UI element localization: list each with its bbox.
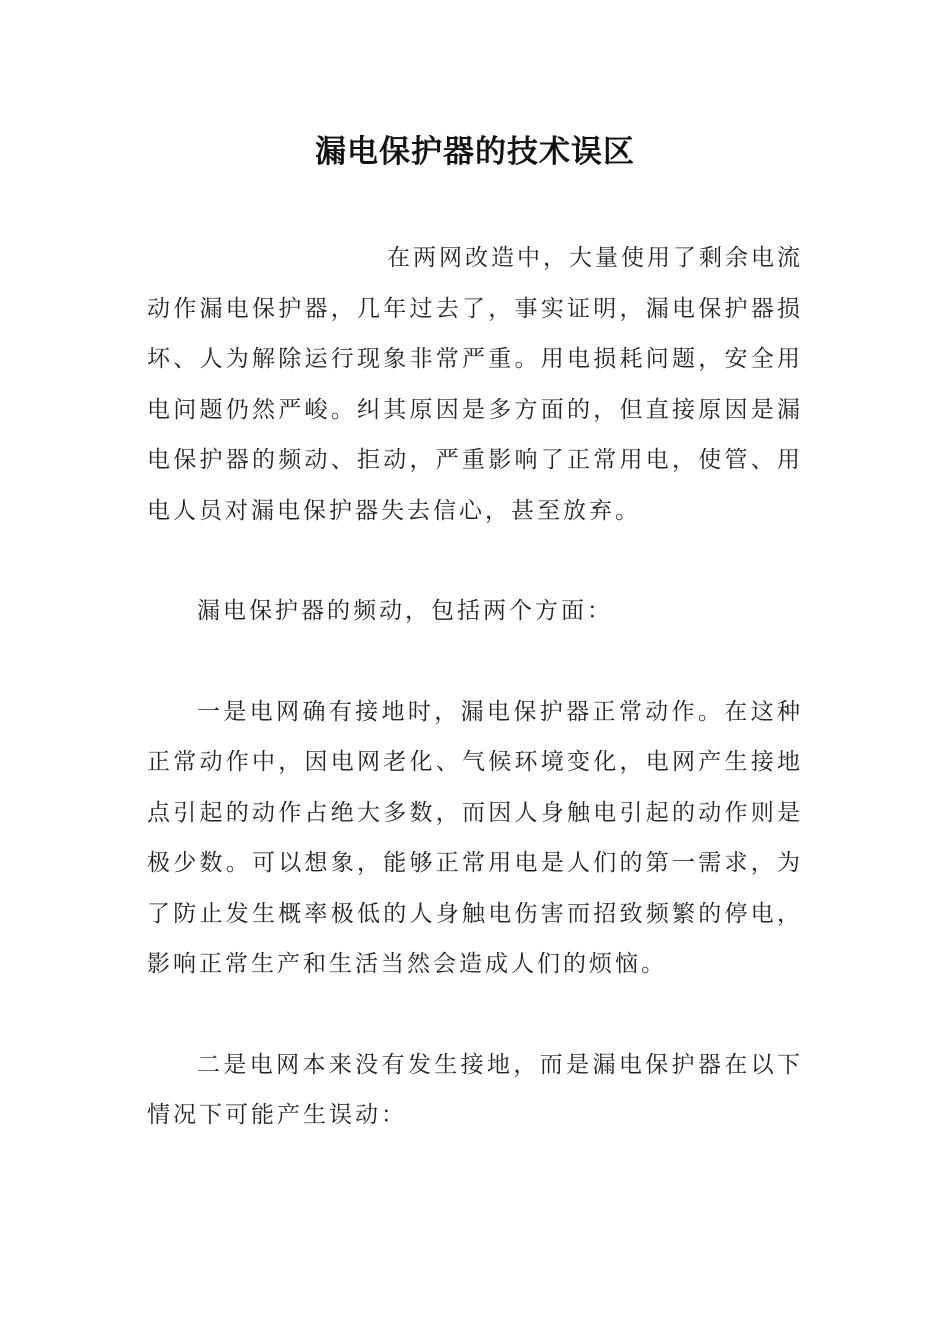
paragraph-case-two: 二是电网本来没有发生接地，而是漏电保护器在以下情况下可能产生误动：	[147, 1051, 803, 1128]
paragraph-frequent-trip-heading: 漏电保护器的频动，包括两个方面：	[197, 598, 613, 624]
paragraph-case-one: 一是电网确有接地时，漏电保护器正常动作。在这种正常动作中，因电网老化、气候环境变化，电网产生接地点引起的动作占绝大多数，而因人身触电引起的动作则是极少数。可以想象，能够正常用电是人们的第一需求，为了防止发生概率极低的人身触电伤害而招致频繁的停电，影响正常生产和生活当然会造成人们的烦恼。	[147, 698, 803, 977]
document-title: 漏电保护器的技术误区	[315, 134, 635, 170]
paragraph-intro: 在两网改造中，大量使用了剩余电流动作漏电保护器，几年过去了，事实证明，漏电保护器损坏、人为解除运行现象非常严重。用电损耗问题，安全用电问题仍然严峻。纠其原因是多方面的，但直接原因是漏电保护器的频动、拒动，严重影响了正常用电，使管、用电人员对漏电保护器失去信心，甚至放弃。	[147, 245, 803, 524]
document-body	[147, 233, 803, 1141]
